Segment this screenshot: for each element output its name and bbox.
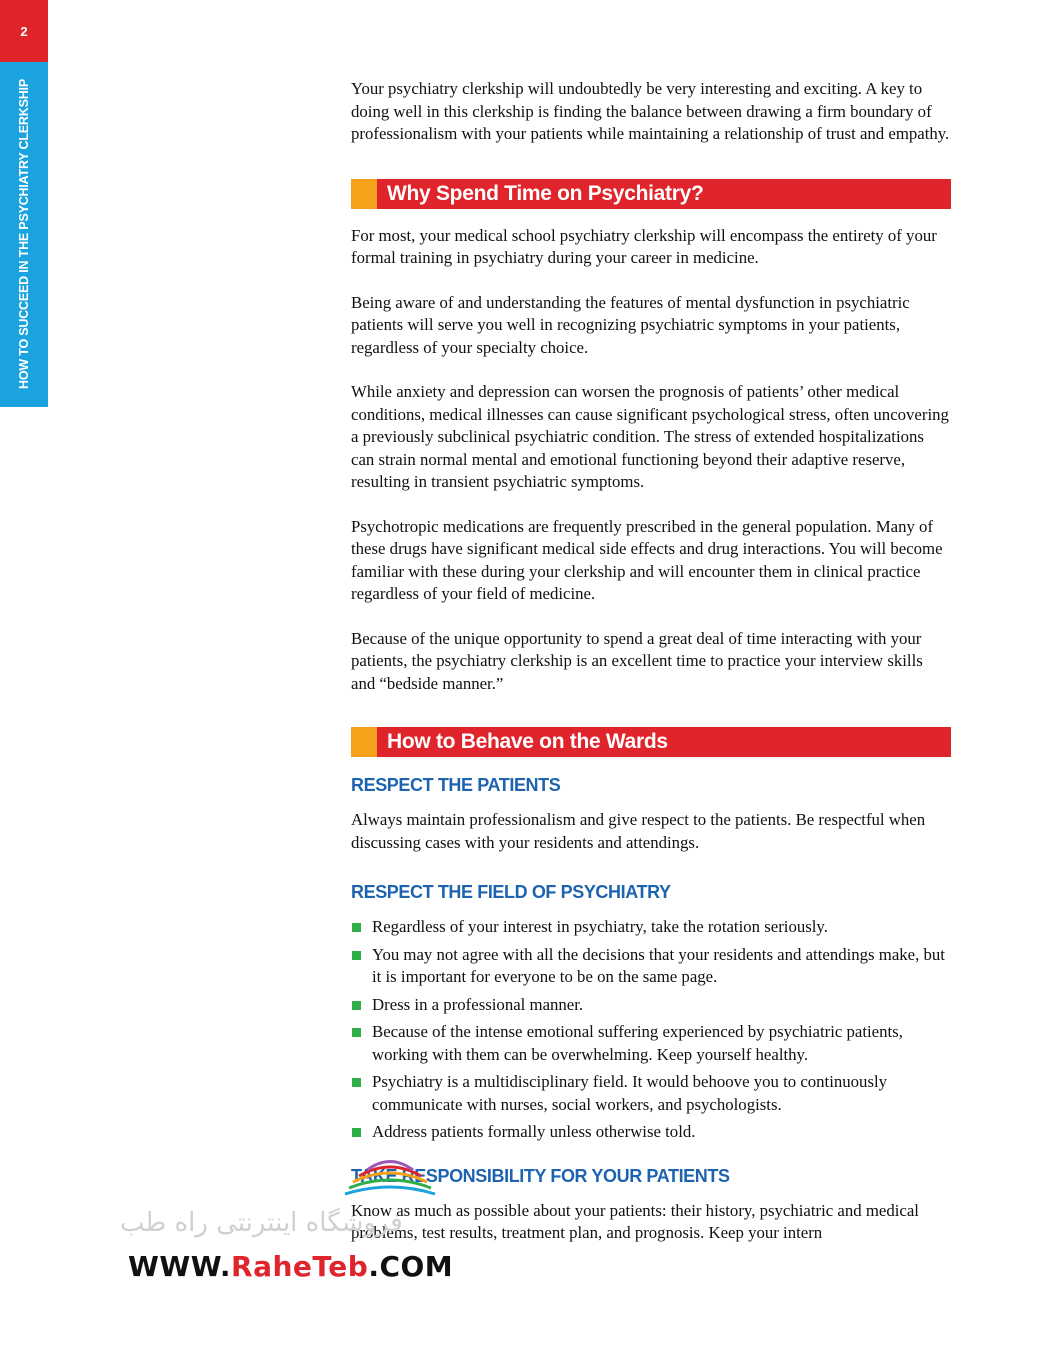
square-bullet-icon xyxy=(352,1028,361,1037)
list-item: Regardless of your interest in psychiatry, take the rotation seriously. xyxy=(351,916,951,939)
section-accent xyxy=(351,179,377,209)
paragraph: For most, your medical school psychiatry clerkship will encompass the entirety of your formal training in psychiatry during your career in medicine. xyxy=(351,225,937,267)
subheading-respect-patients: RESPECT THE PATIENTS xyxy=(351,775,561,795)
section-title: How to Behave on the Wards xyxy=(387,730,668,753)
section-header-behave xyxy=(351,727,951,757)
subheading-responsibility: TAKE RESPONSIBILITY FOR YOUR PATIENTS xyxy=(351,1165,730,1186)
subheading-respect-field: RESPECT THE FIELD OF PSYCHIATRY xyxy=(351,882,671,902)
bullet-list xyxy=(351,916,951,1144)
list-item: You may not agree with all the decisions that your residents and attendings make, but it is important for everyone to be on the same page. xyxy=(351,944,951,989)
watermark-url: WWW.RaheTeb.COM xyxy=(128,1250,454,1283)
paragraph: Psychotropic medications are frequently prescribed in the general population. Many of these drugs have significant medical side effects and drug interactions. You will become familiar with these during your clerkship and will encounter them in clinical practice regardless of your field of medicine. xyxy=(351,516,943,603)
list-item: Psychiatry is a multidisciplinary field. It would behoove you to continuously communicate with nurses, social workers, and psychologists. xyxy=(351,1071,951,1116)
square-bullet-icon xyxy=(352,951,361,960)
list-item: Dress in a professional manner. xyxy=(351,994,951,1017)
square-bullet-icon xyxy=(352,1078,361,1087)
watermark xyxy=(120,1150,454,1290)
section-accent xyxy=(351,727,377,757)
paragraph: Know as much as possible about your patients: their history, psychiatric and medical problems, test results, treatment plan, and prognosis. Keep your intern xyxy=(351,1200,919,1242)
paragraph: Because of the unique opportunity to spend a great deal of time interacting with your patients, the psychiatry clerkship is an excellent time to practice your interview skills and “bedside manner.” xyxy=(351,628,923,693)
running-header: HOW TO SUCCEED IN THE PSYCHIATRY CLERKSHIP xyxy=(17,79,31,389)
section-title: Why Spend Time on Psychiatry? xyxy=(387,181,704,205)
list-item: Because of the intense emotional suffering experienced by psychiatric patients, working with them can be overwhelming. Keep yourself healthy. xyxy=(351,1021,951,1066)
paragraph: Always maintain professionalism and give respect to the patients. Be respectful when discussing cases with your residents and attendings. xyxy=(351,810,926,852)
square-bullet-icon xyxy=(352,1001,361,1010)
watermark-persian-text: فروشگاه اینترنتی راه طب xyxy=(120,1208,403,1238)
page-content xyxy=(351,78,951,1267)
book-logo-icon xyxy=(335,1150,445,1198)
square-bullet-icon xyxy=(352,923,361,932)
running-header-tab xyxy=(0,62,48,407)
paragraph: Being aware of and understanding the features of mental dysfunction in psychiatric patients will serve you well in recognizing psychiatric symptoms in your patients, regardless of your specialty choice. xyxy=(351,292,910,357)
intro-paragraph: Your psychiatry clerkship will undoubtedly be very interesting and exciting. A key to doing well in this clerkship is finding the balance between drawing a firm boundary of professionalism with your patients while maintaining a relationship of trust and empathy. xyxy=(351,79,950,143)
list-item: Address patients formally unless otherwise told. xyxy=(351,1121,951,1144)
section-header-why xyxy=(351,179,951,209)
paragraph: While anxiety and depression can worsen the prognosis of patients’ other medical conditions, medical illnesses can cause significant psychological stress, often uncovering a previously subclinical psychiatric condition. The stress of extended hospitalizations can strain normal mental and emotional functioning beyond their adaptive reserve, resulting in transient psychiatric symptoms. xyxy=(351,382,949,491)
page-number: 2 xyxy=(0,0,48,62)
square-bullet-icon xyxy=(352,1128,361,1137)
